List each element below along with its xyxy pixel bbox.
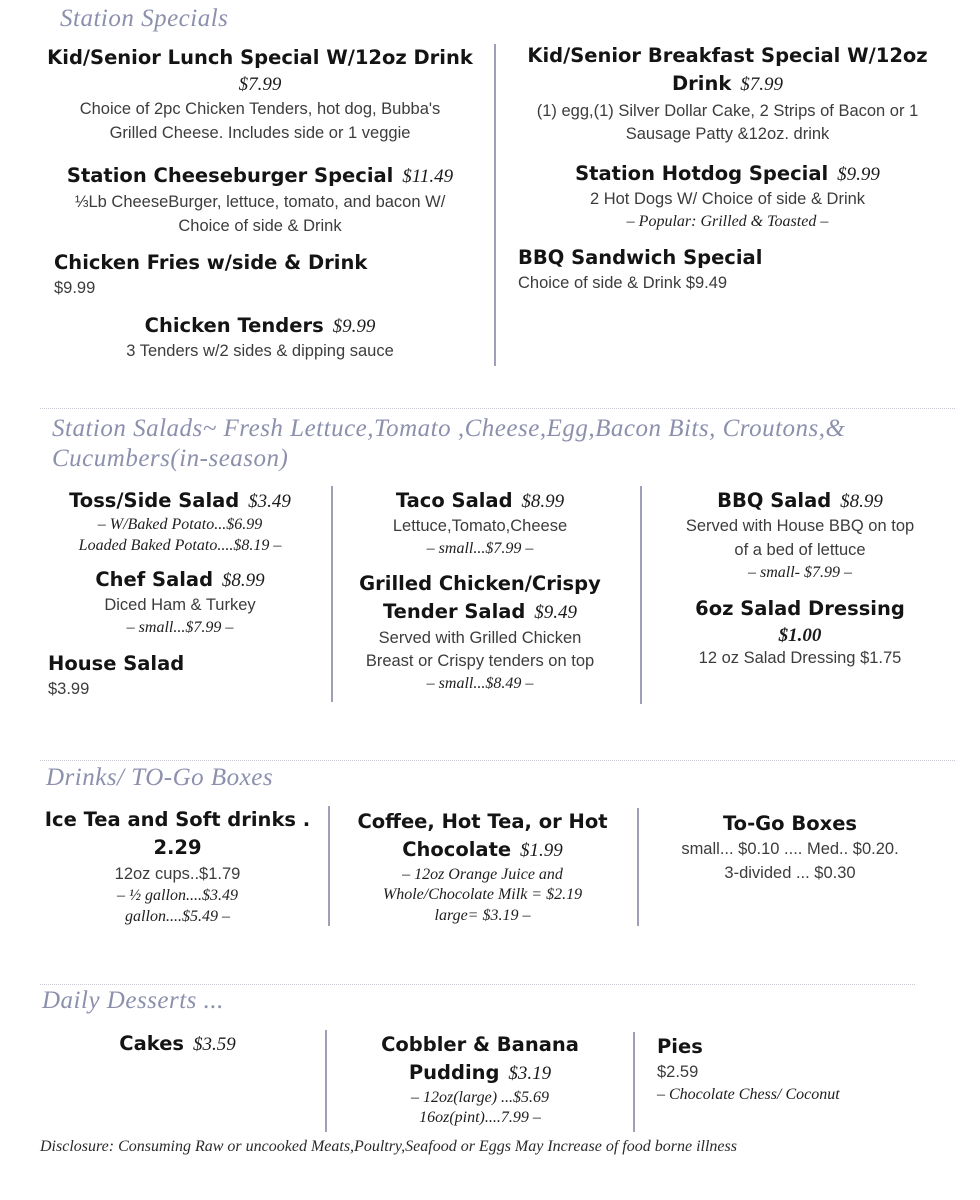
- menu-item-house-salad: [48, 650, 318, 702]
- item-note-line: Loaded Baked Potato....$8.19 –: [78, 537, 282, 555]
- item-name: Grilled Chicken/Crispy: [359, 572, 601, 595]
- menu-item-cakes: [40, 1030, 315, 1058]
- item-price: $7.99: [740, 74, 783, 96]
- item-price: $11.49: [402, 166, 454, 187]
- item-desc-line: Served with Grilled Chicken: [378, 628, 582, 647]
- section-title-drinks: Drinks/ TO-Go Boxes: [46, 764, 274, 791]
- item-name: Station Cheeseburger Special: [66, 164, 394, 187]
- item-name: Cobbler & Banana: [381, 1033, 579, 1056]
- item-note-line: large= $3.19 –: [434, 907, 531, 925]
- menu-item-to-go-boxes: [645, 810, 935, 886]
- item-desc-line: 3-divided ... $0.30: [724, 864, 856, 883]
- section-title-desserts: Daily Desserts ...: [42, 987, 224, 1014]
- column-divider: [331, 486, 333, 702]
- item-price: $8.99: [221, 570, 265, 591]
- item-note: – Popular: Grilled & Toasted –: [626, 213, 829, 231]
- item-desc-line: Choice of side & Drink: [178, 217, 342, 236]
- item-price: $8.99: [521, 491, 565, 512]
- item-note-line: 16oz(pint)....7.99 –: [419, 1109, 541, 1127]
- item-desc-line: Served with House BBQ on top: [685, 517, 915, 536]
- item-price: 2.29: [153, 836, 202, 860]
- item-name-cont: Pudding: [408, 1061, 500, 1085]
- item-note-line: – ½ gallon....$3.49: [117, 887, 238, 905]
- menu-item-bbq-sandwich: [518, 244, 938, 296]
- item-note: – small- $7.99 –: [748, 564, 852, 582]
- section-divider: [40, 408, 955, 409]
- item-price: $8.99: [840, 491, 883, 512]
- item-note-line: – 12oz(large) ...$5.69: [410, 1088, 550, 1106]
- item-name-cont: Drink: [672, 72, 732, 96]
- menu-item-toss-salad: [40, 487, 320, 557]
- item-desc-line: ⅓Lb CheeseBurger, lettuce, tomato, and bacon W/: [74, 193, 446, 212]
- item-desc: 2 Hot Dogs W/ Choice of side & Drink: [589, 190, 866, 209]
- menu-item-cheeseburger: [40, 162, 480, 239]
- item-name: Ice Tea and Soft drinks .: [44, 808, 311, 831]
- item-price: $9.99: [332, 316, 376, 337]
- item-name: House Salad: [48, 652, 185, 675]
- section-title-line: Cucumbers(in-season): [52, 445, 289, 472]
- item-name: Kid/Senior Breakfast Special W/12oz: [527, 44, 928, 67]
- section-title-specials: Station Specials: [60, 5, 229, 32]
- menu-item-coffee: [340, 808, 625, 927]
- item-name: Cakes: [119, 1032, 185, 1055]
- item-desc-line: (1) egg,(1) Silver Dollar Cake, 2 Strips of Bacon or 1: [536, 101, 919, 120]
- item-desc-line: Grilled Cheese. Includes side or 1 veggie: [109, 124, 411, 143]
- item-note: – Chocolate Chess/ Coconut: [657, 1086, 840, 1104]
- item-price: $9.49: [534, 602, 578, 624]
- column-divider: [633, 1032, 635, 1132]
- item-desc-line: Sausage Patty &12oz. drink: [625, 125, 830, 144]
- column-divider: [640, 486, 642, 704]
- item-name: Chicken Tenders: [144, 314, 324, 337]
- item-desc: Lettuce,Tomato,Cheese: [392, 517, 568, 536]
- section-title-salads: [52, 414, 952, 474]
- item-name: Taco Salad: [395, 489, 513, 512]
- item-desc-line: Choice of 2pc Chicken Tenders, hot dog, Bubba's: [79, 100, 441, 119]
- menu-item-chicken-fries: [54, 249, 474, 301]
- item-name: BBQ Sandwich Special: [518, 246, 763, 269]
- menu-item-hotdog: [500, 160, 955, 233]
- item-price: $3.49: [248, 491, 291, 512]
- column-divider: [494, 44, 496, 366]
- menu-item-kid-breakfast: [500, 42, 955, 147]
- column-divider: [328, 806, 330, 926]
- item-price: $3.99: [48, 680, 90, 699]
- item-price: $1.00: [778, 625, 822, 647]
- menu-item-taco-salad: [340, 487, 620, 560]
- item-desc: 3 Tenders w/2 sides & dipping sauce: [126, 342, 394, 361]
- item-note: – small...$7.99 –: [126, 619, 234, 637]
- item-name: Chicken Fries w/side & Drink: [54, 251, 368, 274]
- section-title-line: Station Salads~ Fresh Lettuce,Tomato ,Cheese,Egg,Bacon Bits, Croutons,&: [52, 415, 846, 442]
- item-price: $2.59: [657, 1063, 699, 1082]
- menu-item-soft-drinks: [40, 806, 315, 928]
- item-name-cont: Tender Salad: [382, 600, 526, 624]
- item-name: Coffee, Hot Tea, or Hot: [357, 810, 608, 833]
- item-price: $9.99: [54, 279, 96, 298]
- item-price: $3.59: [192, 1034, 236, 1055]
- menu-item-pies: [657, 1033, 947, 1106]
- item-name: To-Go Boxes: [722, 812, 858, 835]
- menu-item-cobbler: [340, 1031, 620, 1129]
- item-name: 6oz Salad Dressing: [695, 597, 905, 620]
- item-desc: 12 oz Salad Dressing $1.75: [698, 649, 902, 668]
- menu-item-bbq-salad: [650, 487, 950, 584]
- item-name: Toss/Side Salad: [69, 489, 240, 512]
- item-note-line: – W/Baked Potato...$6.99: [97, 516, 263, 534]
- item-desc: Diced Ham & Turkey: [104, 596, 256, 615]
- column-divider: [325, 1030, 327, 1132]
- menu-item-kid-lunch: [40, 44, 480, 146]
- item-name: Pies: [657, 1035, 703, 1058]
- item-price: $9.99: [837, 164, 880, 185]
- item-desc-line: small... $0.10 .... Med.. $0.20.: [681, 840, 899, 859]
- item-note: – small...$8.49 –: [426, 675, 534, 693]
- item-name: Chef Salad: [95, 568, 214, 591]
- item-note-line: Whole/Chocolate Milk = $2.19: [382, 886, 583, 904]
- disclosure-text: Disclosure: Consuming Raw or uncooked Meats,Poultry,Seafood or Eggs May Increase of food borne illness: [40, 1138, 737, 1155]
- item-name: BBQ Salad: [717, 489, 832, 512]
- section-divider: [40, 760, 955, 761]
- item-note-line: – 12oz Orange Juice and: [402, 865, 563, 883]
- column-divider: [637, 808, 639, 926]
- item-desc: 12oz cups..$1.79: [114, 864, 241, 883]
- item-price: $7.99: [238, 74, 282, 96]
- item-price: $1.99: [520, 840, 563, 862]
- menu-item-chicken-tenders: [40, 312, 480, 364]
- item-desc-line: Breast or Crispy tenders on top: [365, 652, 595, 671]
- item-note: – small...$7.99 –: [426, 540, 534, 558]
- section-divider: [40, 984, 915, 985]
- item-desc-line: of a bed of lettuce: [734, 541, 866, 560]
- item-desc: Choice of side & Drink $9.49: [518, 274, 728, 293]
- item-name: Station Hotdog Special: [575, 162, 829, 185]
- item-price: $3.19: [508, 1063, 552, 1085]
- item-note-line: gallon....$5.49 –: [125, 908, 230, 926]
- menu-item-salad-dressing: [650, 595, 950, 671]
- item-name-cont: Chocolate: [402, 838, 512, 862]
- item-name: Kid/Senior Lunch Special W/12oz Drink: [47, 46, 473, 69]
- menu-item-grilled-chicken-salad: [340, 570, 620, 695]
- menu-item-chef-salad: [40, 566, 320, 639]
